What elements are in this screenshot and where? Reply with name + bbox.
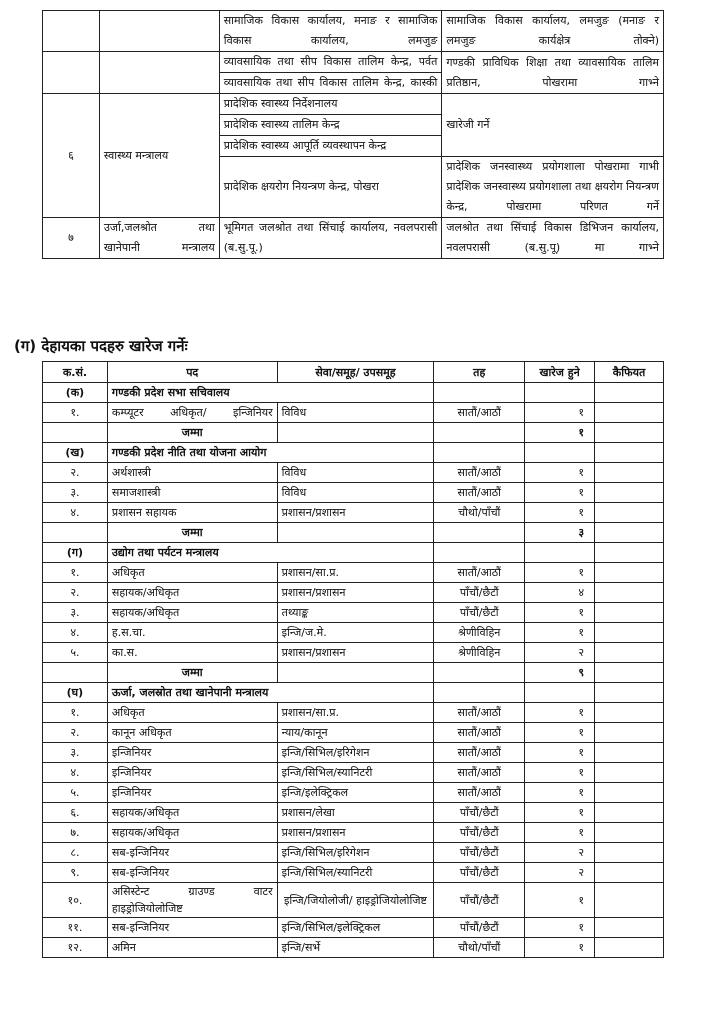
service-cell: प्रशासन/प्रशासन xyxy=(277,503,434,523)
empty-cell xyxy=(525,683,595,703)
total-label: जम्मा xyxy=(107,663,277,683)
post-cell: इन्जिनियर xyxy=(107,763,277,783)
table-row xyxy=(43,218,664,259)
decision-cell: खारेजी गर्ने xyxy=(442,94,664,157)
sn-cell: ६ xyxy=(43,94,100,218)
level-cell: सातौं/आठौं xyxy=(434,783,525,803)
count-cell: १ xyxy=(525,938,595,958)
post-cell: सब-इन्जिनियर xyxy=(107,843,277,863)
table-row xyxy=(43,403,664,423)
col-header-level: तह xyxy=(434,362,525,383)
table-row xyxy=(43,883,664,918)
count-cell: १ xyxy=(525,743,595,763)
table-row xyxy=(43,938,664,958)
sn-cell: १. xyxy=(43,563,108,583)
group-title: गण्डकी प्रदेश सभा सचिवालय xyxy=(107,383,433,403)
count-cell: १ xyxy=(525,503,595,523)
sn-cell: ४. xyxy=(43,763,108,783)
remarks-cell xyxy=(595,763,664,783)
level-cell: सातौं/आठौं xyxy=(434,483,525,503)
ministry-cell xyxy=(99,11,219,52)
sn-cell: १०. xyxy=(43,883,108,918)
empty-cell xyxy=(434,543,525,563)
service-cell: इन्जि/ज.मे. xyxy=(277,623,434,643)
office-cell: व्यावसायिक तथा सीप विकास तालिम केन्द्र, कास्की xyxy=(219,73,442,94)
empty-cell xyxy=(525,543,595,563)
table-row xyxy=(43,94,664,115)
empty-cell xyxy=(277,523,434,543)
sn-cell: ११. xyxy=(43,918,108,938)
sn-cell xyxy=(43,11,100,52)
service-cell: इन्जि/सिभिल/स्यानिटरी xyxy=(277,763,434,783)
empty-cell xyxy=(43,523,108,543)
office-cell: प्रादेशिक क्षयरोग नियन्त्रण केन्द्र, पोखरा xyxy=(219,157,442,218)
level-cell: सातौं/आठौं xyxy=(434,463,525,483)
col-header-remarks: कैफियत xyxy=(595,362,664,383)
level-cell: पाँचौं/छैटौं xyxy=(434,583,525,603)
count-cell: १ xyxy=(525,603,595,623)
empty-cell xyxy=(525,383,595,403)
service-cell: विविध xyxy=(277,483,434,503)
post-cell: कम्प्यूटर अधिकृत/ इन्जिनियर xyxy=(107,403,277,423)
group-title: ऊर्जा, जलस्रोत तथा खानेपानी मन्त्रालय xyxy=(107,683,433,703)
service-cell: इन्जि/इलेक्ट्रिकल xyxy=(277,783,434,803)
remarks-cell xyxy=(595,723,664,743)
empty-cell xyxy=(595,663,664,683)
sn-cell: ५. xyxy=(43,643,108,663)
ministry-cell: स्वास्थ्य मन्त्रालय xyxy=(99,94,219,218)
sn-cell: ८. xyxy=(43,843,108,863)
total-label: जम्मा xyxy=(107,523,277,543)
total-row xyxy=(43,663,664,683)
remarks-cell xyxy=(595,803,664,823)
empty-cell xyxy=(434,523,525,543)
remarks-cell xyxy=(595,843,664,863)
post-cell: सहायक/अधिकृत xyxy=(107,583,277,603)
table-row xyxy=(43,703,664,723)
sn-cell: २. xyxy=(43,583,108,603)
table-row xyxy=(43,743,664,763)
sn-cell: ७ xyxy=(43,218,100,259)
level-cell: पाँचौं/छैटौं xyxy=(434,918,525,938)
service-cell: प्रशासन/प्रशासन xyxy=(277,823,434,843)
service-cell: प्रशासन/सा.प्र. xyxy=(277,703,434,723)
table-row xyxy=(43,52,664,73)
sn-cell: १. xyxy=(43,703,108,723)
count-cell: १ xyxy=(525,918,595,938)
remarks-cell xyxy=(595,938,664,958)
table-row xyxy=(43,563,664,583)
total-row xyxy=(43,523,664,543)
service-cell: प्रशासन/सा.प्र. xyxy=(277,563,434,583)
table-row xyxy=(43,463,664,483)
ministry-cell: उर्जा,जलश्रोत तथा खानेपानी मन्त्रालय xyxy=(99,218,219,259)
empty-cell xyxy=(595,443,664,463)
level-cell: पाँचौं/छैटौं xyxy=(434,863,525,883)
level-cell: सातौं/आठौं xyxy=(434,723,525,743)
remarks-cell xyxy=(595,503,664,523)
table-row xyxy=(43,503,664,523)
count-cell: १ xyxy=(525,723,595,743)
remarks-cell xyxy=(595,643,664,663)
total-value: १ xyxy=(525,423,595,443)
table-row xyxy=(43,11,664,52)
sn-cell: १. xyxy=(43,403,108,423)
remarks-cell xyxy=(595,783,664,803)
remarks-cell xyxy=(595,483,664,503)
ministry-cell xyxy=(99,52,219,94)
table-row xyxy=(43,723,664,743)
office-cell: भूमिगत जलश्रोत तथा सिंचाई कार्यालय, नवलपरासी (ब.सु.पू.) xyxy=(219,218,442,259)
post-cell: अर्थशास्त्री xyxy=(107,463,277,483)
col-header-count: खारेज हुने xyxy=(525,362,595,383)
sn-cell: ५. xyxy=(43,783,108,803)
group-code: (ग) xyxy=(43,543,108,563)
section-heading: (ग) देहायका पदहरु खारेज गर्नेः xyxy=(14,337,188,355)
remarks-cell xyxy=(595,623,664,643)
remarks-cell xyxy=(595,603,664,623)
remarks-cell xyxy=(595,583,664,603)
remarks-cell xyxy=(595,883,664,918)
empty-cell xyxy=(525,443,595,463)
decision-cell: गण्डकी प्राविधिक शिक्षा तथा व्यावसायिक तालिम प्रतिष्ठान, पोखरामा गाभ्ने xyxy=(442,52,664,94)
level-cell: पाँचौं/छैटौं xyxy=(434,823,525,843)
col-header-post: पद xyxy=(107,362,277,383)
remarks-cell xyxy=(595,823,664,843)
service-cell: इन्जि/सर्भे xyxy=(277,938,434,958)
table-row xyxy=(43,643,664,663)
sn-cell xyxy=(43,52,100,94)
office-cell: व्यावसायिक तथा सीप विकास तालिम केन्द्र, पर्वत xyxy=(219,52,442,73)
group-code: (घ) xyxy=(43,683,108,703)
decision-cell: सामाजिक विकास कार्यालय, लमजुङ (मनाङ र लमजुङ कार्यक्षेत्र तोक्ने) xyxy=(442,11,664,52)
service-cell: प्रशासन/प्रशासन xyxy=(277,643,434,663)
count-cell: १ xyxy=(525,883,595,918)
empty-cell xyxy=(434,383,525,403)
count-cell: १ xyxy=(525,623,595,643)
level-cell: सातौं/आठौं xyxy=(434,743,525,763)
empty-cell xyxy=(43,663,108,683)
remarks-cell xyxy=(595,403,664,423)
sn-cell: ६. xyxy=(43,803,108,823)
remarks-cell xyxy=(595,863,664,883)
empty-cell xyxy=(595,543,664,563)
remarks-cell xyxy=(595,463,664,483)
sn-cell: ३. xyxy=(43,603,108,623)
count-cell: १ xyxy=(525,703,595,723)
post-cell: समाजशास्त्री xyxy=(107,483,277,503)
office-cell: प्रादेशिक स्वास्थ्य आपूर्ति व्यवस्थापन केन्द्र xyxy=(219,136,442,157)
posts-body xyxy=(43,383,664,958)
table-row xyxy=(43,863,664,883)
post-cell: ह.स.चा. xyxy=(107,623,277,643)
level-cell: चौथो/पाँचौं xyxy=(434,938,525,958)
count-cell: १ xyxy=(525,823,595,843)
posts-table xyxy=(42,361,664,958)
total-value: ९ xyxy=(525,663,595,683)
total-row xyxy=(43,423,664,443)
level-cell: सातौं/आठौं xyxy=(434,763,525,783)
col-header-sn: क.सं. xyxy=(43,362,108,383)
empty-cell xyxy=(277,423,434,443)
service-cell: न्याय/कानून xyxy=(277,723,434,743)
post-cell: प्रशासन सहायक xyxy=(107,503,277,523)
count-cell: २ xyxy=(525,643,595,663)
count-cell: १ xyxy=(525,763,595,783)
level-cell: पाँचौं/छैटौं xyxy=(434,603,525,623)
post-cell: अधिकृत xyxy=(107,563,277,583)
office-cell: प्रादेशिक स्वास्थ्य तालिम केन्द्र xyxy=(219,115,442,136)
table-row xyxy=(43,623,664,643)
service-cell: इन्जि/सिभिल/इरिगेशन xyxy=(277,843,434,863)
level-cell: सातौं/आठौं xyxy=(434,403,525,423)
post-cell: का.स. xyxy=(107,643,277,663)
sn-cell: १२. xyxy=(43,938,108,958)
level-cell: चौथो/पाँचौं xyxy=(434,503,525,523)
group-heading-row xyxy=(43,383,664,403)
empty-cell xyxy=(434,663,525,683)
group-heading-row xyxy=(43,683,664,703)
sn-cell: ३. xyxy=(43,743,108,763)
sn-cell: ४. xyxy=(43,503,108,523)
sn-cell: ७. xyxy=(43,823,108,843)
decision-cell: जलश्रोत तथा सिंचाई विकास डिभिजन कार्यालय, नवलपरासी (ब.सु.पू) मा गाभ्ने xyxy=(442,218,664,259)
group-title: गण्डकी प्रदेश नीति तथा योजना आयोग xyxy=(107,443,433,463)
sn-cell: ४. xyxy=(43,623,108,643)
count-cell: १ xyxy=(525,803,595,823)
empty-cell xyxy=(43,423,108,443)
post-cell: असिस्टेन्ट ग्राउण्ड वाटर हाइड्रोजियोलोजिष्ट xyxy=(107,883,277,918)
total-label: जम्मा xyxy=(107,423,277,443)
table-row xyxy=(43,843,664,863)
empty-cell xyxy=(595,523,664,543)
header-row xyxy=(43,362,664,383)
count-cell: २ xyxy=(525,863,595,883)
empty-cell xyxy=(595,683,664,703)
count-cell: १ xyxy=(525,403,595,423)
sn-cell: २. xyxy=(43,463,108,483)
level-cell: श्रेणीविहिन xyxy=(434,643,525,663)
empty-cell xyxy=(434,443,525,463)
remarks-cell xyxy=(595,743,664,763)
level-cell: पाँचौं/छैटौं xyxy=(434,843,525,863)
table-row xyxy=(43,783,664,803)
remarks-cell xyxy=(595,918,664,938)
count-cell: १ xyxy=(525,483,595,503)
count-cell: १ xyxy=(525,783,595,803)
remarks-cell xyxy=(595,703,664,723)
office-cell: सामाजिक विकास कार्यालय, मनाङ र सामाजिक विकास कार्यालय, लमजुङ xyxy=(219,11,442,52)
post-cell: सहायक/अधिकृत xyxy=(107,823,277,843)
empty-cell xyxy=(595,383,664,403)
count-cell: २ xyxy=(525,843,595,863)
decision-cell: प्रादेशिक जनस्वास्थ्य प्रयोगशाला पोखरामा गाभी प्रादेशिक जनस्वास्थ्य प्रयोगशाला तथा क्षयरोग नियन्त्रण केन्द्र, पोखरामा परिणत गर्ने xyxy=(442,157,664,218)
service-cell: प्रशासन/लेखा xyxy=(277,803,434,823)
post-cell: अमिन xyxy=(107,938,277,958)
service-cell: इन्जि/सिभिल/इलेक्ट्रिकल xyxy=(277,918,434,938)
offices-table xyxy=(42,10,664,259)
table-row xyxy=(43,483,664,503)
sn-cell: ३. xyxy=(43,483,108,503)
service-cell: प्रशासन/प्रशासन xyxy=(277,583,434,603)
table-row xyxy=(43,823,664,843)
group-heading-row xyxy=(43,443,664,463)
empty-cell xyxy=(595,423,664,443)
sn-cell: ९. xyxy=(43,863,108,883)
table-row xyxy=(43,583,664,603)
group-heading-row xyxy=(43,543,664,563)
group-code: (ख) xyxy=(43,443,108,463)
remarks-cell xyxy=(595,563,664,583)
post-cell: सब-इन्जिनियर xyxy=(107,918,277,938)
level-cell: सातौं/आठौं xyxy=(434,563,525,583)
group-title: उद्योग तथा पर्यटन मन्त्रालय xyxy=(107,543,433,563)
level-cell: पाँचौं/छैटौं xyxy=(434,883,525,918)
post-cell: कानून अधिकृत xyxy=(107,723,277,743)
level-cell: श्रेणीविहिन xyxy=(434,623,525,643)
sn-cell: २. xyxy=(43,723,108,743)
service-cell: इन्जि/सिभिल/इरिगेशन xyxy=(277,743,434,763)
post-cell: सहायक/अधिकृत xyxy=(107,603,277,623)
post-cell: सहायक/अधिकृत xyxy=(107,803,277,823)
level-cell: पाँचौं/छैटौं xyxy=(434,803,525,823)
office-cell: प्रादेशिक स्वास्थ्य निर्देशनालय xyxy=(219,94,442,115)
service-cell: विविध xyxy=(277,403,434,423)
empty-cell xyxy=(277,663,434,683)
count-cell: ४ xyxy=(525,583,595,603)
table-row xyxy=(43,918,664,938)
service-cell: तथ्याङ्क xyxy=(277,603,434,623)
service-cell: विविध xyxy=(277,463,434,483)
post-cell: अधिकृत xyxy=(107,703,277,723)
post-cell: इन्जिनियर xyxy=(107,743,277,763)
service-cell: इन्जि/सिभिल/स्यानिटरी xyxy=(277,863,434,883)
empty-cell xyxy=(434,683,525,703)
empty-cell xyxy=(434,423,525,443)
post-cell: इन्जिनियर xyxy=(107,783,277,803)
post-cell: सब-इन्जिनियर xyxy=(107,863,277,883)
table-row xyxy=(43,803,664,823)
service-cell: इन्जि/जियोलोजी/ हाइड्रोजियोलोजिष्ट xyxy=(277,883,434,918)
col-header-service: सेवा/समूह/ उपसमूह xyxy=(277,362,434,383)
count-cell: १ xyxy=(525,563,595,583)
level-cell: सातौं/आठौं xyxy=(434,703,525,723)
count-cell: १ xyxy=(525,463,595,483)
table-row xyxy=(43,763,664,783)
group-code: (क) xyxy=(43,383,108,403)
table-row xyxy=(43,603,664,623)
total-value: ३ xyxy=(525,523,595,543)
